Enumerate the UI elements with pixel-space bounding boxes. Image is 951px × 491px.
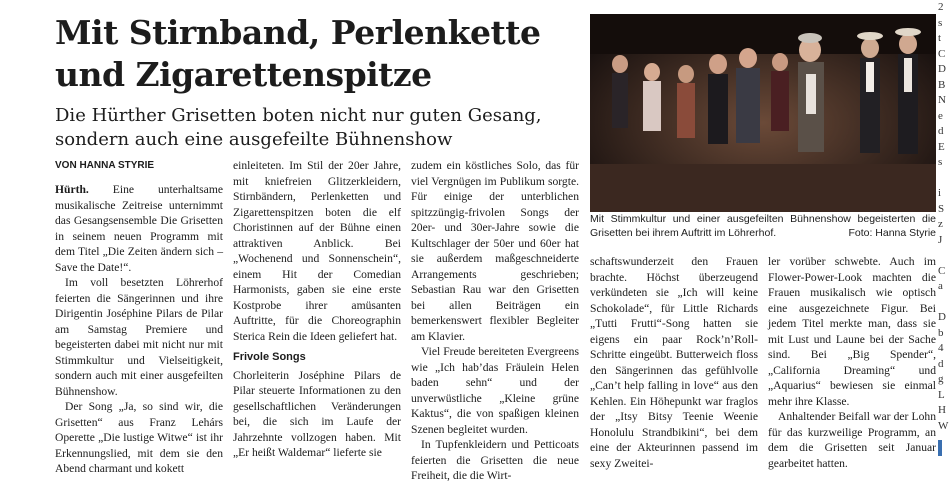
edge-fragment: z bbox=[938, 218, 943, 230]
article-column-3 bbox=[411, 158, 579, 484]
column-2-paragraph-2: Chorleiterin Joséphine Pilars de Pilar steuerte Informationen zu den gesellschaftlichen Veränderungen bei, die sich im Laufe der Jahrzehnte vollzogen haben. Mit „Er heißt Waldemar“ lieferte sie bbox=[233, 368, 401, 459]
column-1-paragraph-1-text: Eine unterhaltsame musikalische Zeitreise unternimmt das Gesangsensemble Die Grisetten in seinem neuen Programm mit dem Titel „Die Zeiten ändern sich – Save the Date!“. bbox=[55, 183, 223, 274]
article-column-5 bbox=[768, 254, 936, 471]
edge-fragment: E bbox=[938, 140, 945, 153]
edge-fragment: 4 bbox=[938, 342, 944, 354]
edge-fragment: D bbox=[938, 63, 946, 75]
column-3-paragraph-2: Viel Freude bereiteten Evergreens wie „Ich hab’das Fräulein Helen baden sehn“ und der unverwüstliche „Kleine grüne Kaktus“, die von spaßigen kleinen Szenen begleitet wurden. bbox=[411, 345, 579, 436]
photo-caption bbox=[590, 212, 936, 240]
edge-fragment: t bbox=[938, 32, 942, 44]
column-2-paragraph-1: einleiteten. Im Stil der 20er Jahre, mit kniefreien Glitzerkleidern, Stirnbändern, Perlenketten und Zigarettenspitzen boten die elf Choristinnen auf der Bühne einen attraktiven Anblick. Bei „Wochenend und Sonnenschein“, einem Hit der Comedian Harmonists, gaben sie eine erste Kostprobe ihrer amüsanten Auftritte, für die Choreographin Sterica Rein die Ideen geliefert hat. bbox=[233, 159, 401, 343]
edge-fragment bbox=[938, 295, 951, 311]
edge-fragment: b bbox=[938, 326, 944, 339]
edge-fragment: D bbox=[938, 311, 946, 323]
column-5-paragraph-1: ler vorüber schwebte. Auch im Flower-Power-Look machten die Frauen musikalisch wie optisch eine ausgezeichnete Figur. Bei jedem Titel merkte man, dass sie mit Lust und Laune bei der Sache sind. Bei „Big Spender“, „California Dreaming“ und „Aquarius“ bewiesen sie einmal mehr ihre Klasse. bbox=[768, 255, 936, 408]
edge-fragment: L bbox=[938, 388, 945, 401]
edge-fragment: H bbox=[938, 404, 946, 416]
article-column-4 bbox=[590, 254, 758, 471]
subheadline-line-2: sondern auch eine ausgefeilte Bühnenshow bbox=[55, 129, 453, 150]
column-1-paragraph-2: Im voll besetzten Löhrerhof feierten die Sängerinnen und ihre Dirigentin Joséphine Pilars de Pilar am Samstag Premiere und begeisterten dabei mit nicht nur mit Stimmkultur und Vielseitigkeit, sondern auch mit einer ausgefeilten Bühnenshow. bbox=[55, 276, 223, 398]
dateline-location: Hürth. bbox=[55, 183, 89, 196]
edge-fragment: C bbox=[938, 264, 946, 277]
article-column-2 bbox=[233, 158, 401, 461]
column-3-paragraph-1: zudem ein köstliches Solo, das für viel Vergnügen im Publikum sorgte. Für einige der unterblichen spitzzüngig-frivolen Songs der 20er- und 30er-Jahre sowie die Kultschlager der 50er und 60er hat sie außerdem maßgeschneiderte Arrangements geschrieben; Sebastian Rau war den Grisetten bei allen Beiträgen ein bemerkenswert flexibler Begleiter am Klavier. bbox=[411, 159, 579, 343]
edge-fragment: g bbox=[938, 373, 944, 385]
edge-fragment: d bbox=[938, 125, 944, 137]
headline-line-1: Mit Stirnband, Perlenkette bbox=[55, 13, 541, 52]
edge-fragment: 2 bbox=[938, 1, 944, 13]
stage-photo-illustration bbox=[590, 14, 936, 212]
article-column-1 bbox=[55, 182, 223, 477]
headline-line-2: und Zigarettenspitze bbox=[55, 55, 432, 94]
edge-fragment: B bbox=[938, 78, 946, 91]
column-1-paragraph-3: Der Song „Ja, so sind wir, die Grisetten“ aus Franz Lehárs Operette „Die lustige Witwe“ ist ihr Erkennungslied, mit dem sie den Abend charmant und kokett bbox=[55, 400, 223, 475]
byline: VON HANNA STYRIE bbox=[55, 160, 155, 171]
edge-fragment: s bbox=[938, 156, 943, 168]
adjacent-article-edge bbox=[938, 0, 951, 491]
edge-fragment: i bbox=[938, 187, 942, 199]
caption-text: Mit Stimmkultur und einer ausgefeilten Bühnenshow begeisterten die Grisetten bei ihrem Auftritt im Löhrerhof. bbox=[590, 213, 936, 239]
stage-photo bbox=[590, 14, 936, 212]
edge-fragment: N bbox=[938, 94, 946, 106]
edge-fragment: J bbox=[938, 233, 943, 246]
edge-fragment: s bbox=[938, 16, 943, 29]
column-5-paragraph-2: Anhaltender Beifall war der Lohn für das kurzweilige Programm, an dem die Grisetten seit Januar gearbeitet hatten. bbox=[768, 410, 936, 470]
headline bbox=[55, 12, 595, 96]
section-subheading: Frivole Songs bbox=[233, 351, 306, 363]
column-1-paragraph-1 bbox=[55, 182, 223, 275]
edge-accent-bar bbox=[938, 440, 942, 456]
edge-fragment bbox=[938, 248, 951, 264]
edge-fragment: a bbox=[938, 280, 943, 292]
column-3-paragraph-3: In Tupfenkleidern und Petticoats feierten die Grisetten die neue Freiheit, die die Wirt- bbox=[411, 438, 579, 482]
column-4-paragraph-1: schaftswunderzeit den Frauen brachte. Höchst überzeugend verkündeten sie „Ich will keine Schokolade“, für Little Richards „Tutti Frutti“-Song hatten sie eigens ein paar Rock’n’Roll-Schritte eingeübt. Butterweich floss den Sängerinnen das gefühlvolle „Can’t help falling in love“ aus den Kehlen. Ein Höhepunkt war fraglos der „Itsy Bitsy Teenie Weenie Honolulu Strandbikini“, bei dem eine der Akteurinnen passend im sexy Zweitei- bbox=[590, 255, 758, 470]
edge-fragment: S bbox=[938, 202, 945, 215]
edge-fragment bbox=[938, 171, 951, 187]
photo-credit: Foto: Hanna Styrie bbox=[848, 227, 936, 239]
subheadline-line-1: Die Hürther Grisetten boten nicht nur guten Gesang, bbox=[55, 105, 542, 126]
edge-fragment: e bbox=[938, 109, 943, 122]
subheadline bbox=[55, 104, 585, 152]
edge-fragment: W bbox=[938, 419, 949, 432]
edge-fragment: C bbox=[938, 47, 946, 60]
edge-fragment: d bbox=[938, 357, 944, 370]
